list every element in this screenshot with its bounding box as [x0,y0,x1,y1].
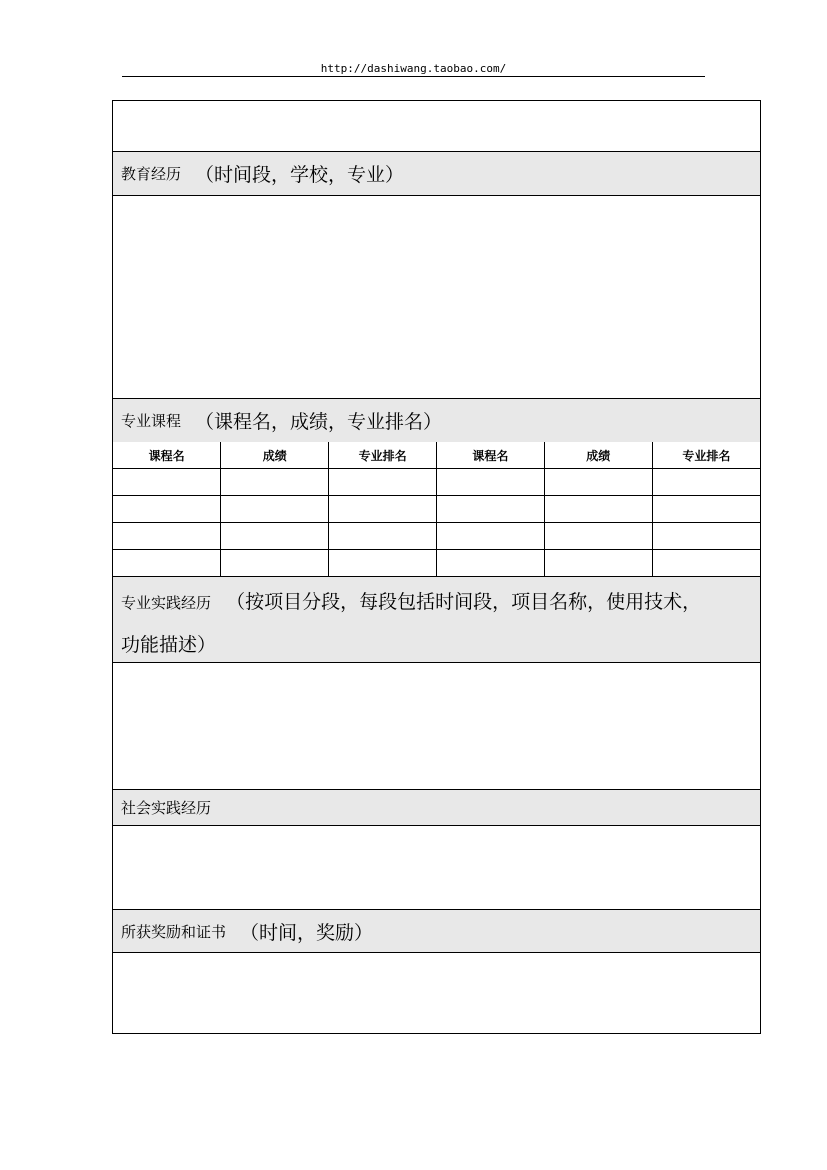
table-cell[interactable] [113,496,221,523]
table-cell[interactable] [652,523,760,550]
education-label: 教育经历 [121,165,182,183]
table-cell[interactable] [329,469,437,496]
course-col-header: 专业排名 [652,442,760,469]
social-field[interactable] [113,826,760,909]
table-cell[interactable] [113,469,221,496]
education-hint: （时间段，学校，专业） [195,164,405,186]
table-cell[interactable] [329,496,437,523]
courses-hint: （课程名，成绩，专业排名） [195,411,443,433]
table-cell[interactable] [436,550,544,577]
course-col-header: 成绩 [544,442,652,469]
practice-heading [113,576,760,663]
table-cell[interactable] [436,523,544,550]
table-cell[interactable] [544,523,652,550]
course-table [113,442,760,577]
top-blank-field[interactable] [113,101,760,151]
table-cell[interactable] [544,550,652,577]
social-heading [113,789,760,826]
course-table-header [113,442,760,469]
table-cell[interactable] [329,523,437,550]
social-label: 社会实践经历 [121,799,212,817]
table-cell[interactable] [436,469,544,496]
table-row [113,469,760,496]
table-cell[interactable] [652,550,760,577]
education-field[interactable] [113,196,760,398]
table-cell[interactable] [221,523,329,550]
course-col-header: 成绩 [221,442,329,469]
table-cell[interactable] [329,550,437,577]
table-cell[interactable] [113,523,221,550]
table-cell[interactable] [652,496,760,523]
awards-heading [113,909,760,953]
education-heading [113,151,760,196]
courses-heading [113,398,760,442]
awards-label: 所获奖励和证书 [121,922,227,941]
practice-field[interactable] [113,663,760,789]
table-cell[interactable] [544,496,652,523]
awards-hint: （时间，奖励） [240,921,374,944]
practice-label: 专业实践经历 [121,594,212,612]
header-url: http://dashiwang.taobao.com/ [320,62,507,75]
practice-hint-continued: 功能描述） [121,634,217,656]
header-rule [122,76,705,77]
table-cell[interactable] [221,469,329,496]
table-row [113,523,760,550]
table-cell[interactable] [436,496,544,523]
table-cell[interactable] [544,469,652,496]
table-cell[interactable] [221,550,329,577]
courses-label: 专业课程 [121,412,182,430]
table-row [113,496,760,523]
table-cell[interactable] [221,496,329,523]
course-col-header: 课程名 [113,442,221,469]
awards-field[interactable] [113,953,760,1033]
course-col-header: 专业排名 [329,442,437,469]
table-row [113,550,760,577]
course-col-header: 课程名 [436,442,544,469]
resume-form [112,100,761,1034]
table-cell[interactable] [652,469,760,496]
practice-hint: （按项目分段，每段包括时间段，项目名称，使用技术， [226,591,702,613]
table-cell[interactable] [113,550,221,577]
